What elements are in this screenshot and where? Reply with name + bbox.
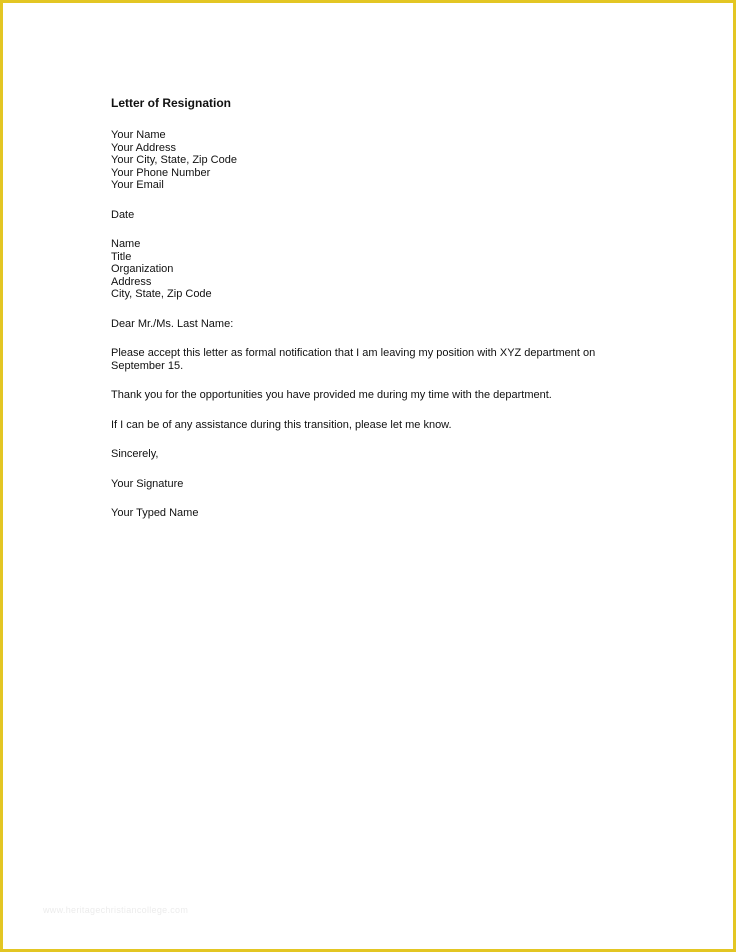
signature-line: Your Signature <box>111 477 184 490</box>
date-line <box>111 209 631 222</box>
recipient-city-state-zip: City, State, Zip Code <box>111 288 212 300</box>
watermark-text: www.heritagechristiancollege.com <box>43 905 189 915</box>
sender-name: Your Name <box>111 129 166 141</box>
sender-city-state-zip: Your City, State, Zip Code <box>111 154 237 166</box>
recipient-address: Address <box>111 275 152 288</box>
body-paragraph: Thank you for the opportunities you have provided me during my time with the department. <box>111 389 552 401</box>
recipient-organization: Organization <box>111 263 174 275</box>
sender-block <box>111 129 631 192</box>
letter-date: Date <box>111 208 135 221</box>
resignation-letter <box>111 95 631 537</box>
recipient-title: Title <box>111 250 132 263</box>
salutation: Dear Mr./Ms. Last Name: <box>111 317 234 330</box>
typed-name: Your Typed Name <box>111 507 199 519</box>
sender-phone: Your Phone Number <box>111 166 211 179</box>
closing: Sincerely, <box>111 448 159 460</box>
body-paragraph: Please accept this letter as formal notification that I am leaving my position with XYZ department on September 15. <box>111 347 596 372</box>
sender-address: Your Address <box>111 141 177 154</box>
body-paragraph: If I can be of any assistance during this transition, please let me know. <box>111 418 452 431</box>
recipient-name: Name <box>111 238 141 250</box>
recipient-block <box>111 238 631 301</box>
letter-title: Letter of Resignation <box>111 96 232 110</box>
sender-email: Your Email <box>111 179 164 191</box>
